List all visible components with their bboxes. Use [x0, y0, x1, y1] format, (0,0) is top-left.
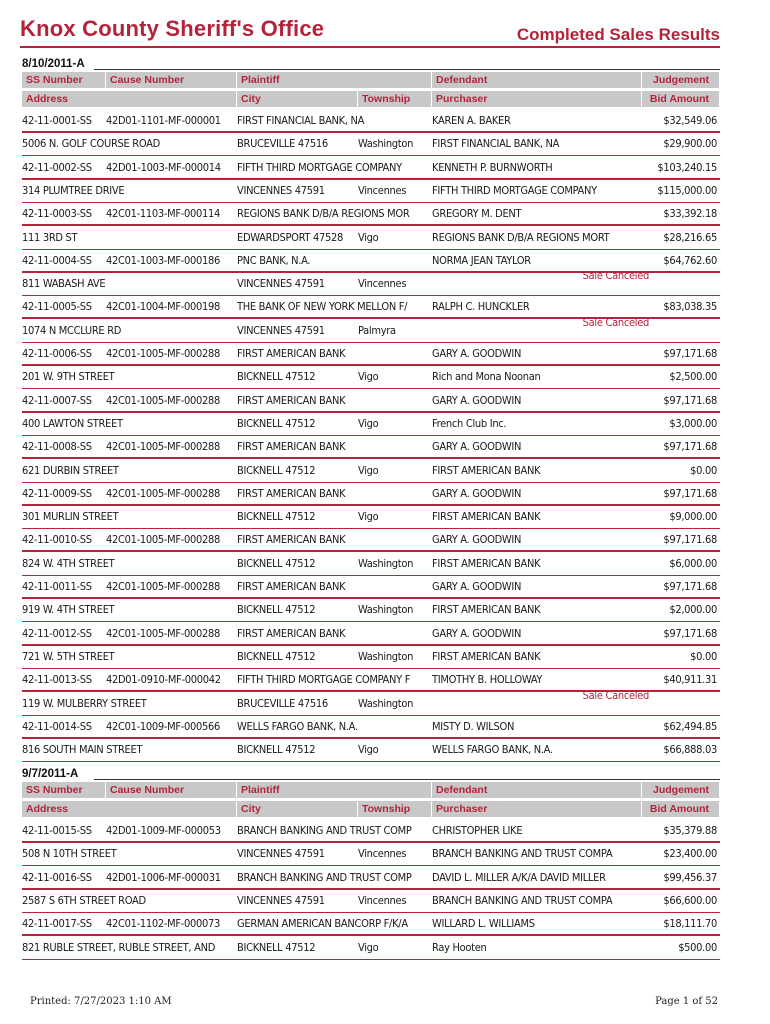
- record-row-primary: [22, 623, 720, 646]
- city: BRUCEVILLE 47516: [237, 696, 328, 710]
- ss-number: 42-11-0005-SS: [22, 300, 92, 314]
- hdr-judgement: Judgement: [642, 72, 720, 88]
- property-address: 400 LAWTON STREET: [22, 416, 123, 430]
- defendant: GARY A. GOODWIN: [432, 486, 522, 500]
- record-row-primary: [22, 716, 720, 739]
- bid-amount: $500.00: [678, 940, 717, 954]
- ss-number: 42-11-0014-SS: [22, 719, 92, 733]
- defendant: KENNETH P. BURNWORTH: [432, 160, 553, 174]
- cause-number: 42D01-0910-MF-000042: [106, 673, 221, 687]
- plaintiff: FIRST AMERICAN BANK: [237, 580, 346, 593]
- purchaser: FIRST AMERICAN BANK: [432, 603, 541, 617]
- township: Vincennes: [358, 277, 407, 291]
- plaintiff: BRANCH BANKING AND TRUST COMP: [237, 824, 412, 837]
- cause-number: 42C01-1103-MF-000114: [106, 207, 220, 221]
- judgement-amount: $35,379.88: [663, 824, 717, 837]
- record-row-primary: [22, 343, 720, 366]
- cause-number: 42C01-1005-MF-000288: [106, 393, 220, 407]
- ss-number: 42-11-0010-SS: [22, 533, 92, 547]
- ss-number: 42-11-0002-SS: [22, 160, 92, 174]
- judgement-amount: $83,038.35: [663, 300, 717, 314]
- purchaser: FIRST AMERICAN BANK: [432, 463, 541, 477]
- property-address: 816 SOUTH MAIN STREET: [22, 743, 143, 757]
- cause-number: 42D01-1101-MF-000001: [106, 114, 221, 127]
- ss-number: 42-11-0006-SS: [22, 347, 92, 360]
- hdr-defendant: Defendant: [432, 72, 642, 88]
- hdr-address: Address: [22, 801, 237, 817]
- hdr-township: Township: [358, 91, 432, 107]
- bid-amount: $2,000.00: [669, 603, 717, 617]
- township: Palmyra: [358, 323, 396, 337]
- bid-amount: $0.00: [690, 463, 717, 477]
- township: Vigo: [358, 743, 379, 757]
- purchaser: Ray Hooten: [432, 940, 487, 954]
- township: Vincennes: [358, 893, 407, 907]
- property-address: 301 MURLIN STREET: [22, 510, 119, 524]
- ss-number: 42-11-0004-SS: [22, 253, 92, 267]
- township: Vincennes: [358, 183, 407, 197]
- township: Vigo: [358, 463, 379, 477]
- purchaser: BRANCH BANKING AND TRUST COMPA: [432, 847, 613, 861]
- bid-amount: $29,900.00: [663, 137, 717, 151]
- purchaser: French Club Inc.: [432, 416, 507, 430]
- city: EDWARDSPORT 47528: [237, 230, 343, 244]
- sale-date-label: 9/7/2011-A: [22, 768, 79, 780]
- record-row-secondary: [22, 227, 720, 250]
- hdr-cause-number: Cause Number: [106, 72, 237, 88]
- ss-number: 42-11-0015-SS: [22, 824, 92, 837]
- record-row-primary: [22, 529, 720, 552]
- purchaser: WELLS FARGO BANK, N.A.: [432, 743, 553, 757]
- city: BICKNELL 47512: [237, 463, 316, 477]
- judgement-amount: $97,171.68: [663, 533, 717, 547]
- plaintiff: BRANCH BANKING AND TRUST COMP: [237, 870, 412, 884]
- ss-number: 42-11-0001-SS: [22, 114, 92, 127]
- plaintiff: FIRST AMERICAN BANK: [237, 440, 346, 454]
- judgement-amount: $62,494.85: [663, 719, 717, 733]
- hdr-defendant: Defendant: [432, 782, 642, 798]
- cause-number: 42C01-1005-MF-000288: [106, 347, 220, 360]
- purchaser: FIRST AMERICAN BANK: [432, 649, 541, 663]
- hdr-plaintiff: Plaintiff: [237, 782, 432, 798]
- record-row-secondary: [22, 180, 720, 203]
- bid-amount: $115,000.00: [657, 183, 717, 197]
- township: Washington: [358, 556, 414, 570]
- plaintiff: FIRST AMERICAN BANK: [237, 393, 346, 407]
- plaintiff: FIFTH THIRD MORTGAGE COMPANY F: [237, 673, 411, 687]
- ss-number: 42-11-0007-SS: [22, 393, 92, 407]
- record-row-secondary: [22, 688, 720, 716]
- plaintiff: REGIONS BANK D/B/A REGIONS MOR: [237, 207, 410, 221]
- page-number: Page 1 of 52: [655, 996, 718, 1007]
- judgement-amount: $97,171.68: [663, 580, 717, 593]
- property-address: 111 3RD ST: [22, 230, 78, 244]
- judgement-amount: $32,549.06: [663, 114, 717, 127]
- hdr-township: Township: [358, 801, 432, 817]
- record-row-primary: [22, 436, 720, 459]
- defendant: GARY A. GOODWIN: [432, 347, 522, 360]
- city: BICKNELL 47512: [237, 556, 316, 570]
- hdr-ss-number: SS Number: [22, 72, 106, 88]
- property-address: 201 W. 9TH STREET: [22, 370, 115, 384]
- city: VINCENNES 47591: [237, 183, 325, 197]
- purchaser: Rich and Mona Noonan: [432, 370, 541, 384]
- property-address: 314 PLUMTREE DRIVE: [22, 183, 125, 197]
- sale-section: [22, 768, 720, 954]
- record-row-primary: [22, 576, 720, 599]
- city: BICKNELL 47512: [237, 743, 316, 757]
- sale-date-label: 8/10/2011-A: [22, 58, 85, 70]
- property-address: 824 W. 4TH STREET: [22, 556, 115, 570]
- city: BRUCEVILLE 47516: [237, 137, 328, 151]
- defendant: WILLARD L. WILLIAMS: [432, 917, 535, 931]
- judgement-amount: $40,911.31: [663, 673, 717, 687]
- property-address: 811 WABASH AVE: [22, 277, 106, 291]
- row-divider: [22, 761, 720, 762]
- plaintiff: WELLS FARGO BANK, N.A.: [237, 719, 358, 733]
- sale-canceled-status: Sale Canceled: [582, 688, 649, 702]
- cause-number: 42C01-1005-MF-000288: [106, 626, 220, 640]
- sale-section: [22, 58, 720, 757]
- judgement-amount: $97,171.68: [663, 393, 717, 407]
- cause-number: 42C01-1102-MF-000073: [106, 917, 220, 931]
- plaintiff: GERMAN AMERICAN BANCORP F/K/A: [237, 917, 408, 931]
- printed-date: Printed: 7/27/2023 1:10 AM: [30, 996, 172, 1007]
- plaintiff: FIRST AMERICAN BANK: [237, 626, 346, 640]
- cause-number: 42C01-1004-MF-000198: [106, 300, 220, 314]
- judgement-amount: $97,171.68: [663, 440, 717, 454]
- hdr-address: Address: [22, 91, 237, 107]
- city: VINCENNES 47591: [237, 847, 325, 861]
- hdr-cause-number: Cause Number: [106, 782, 237, 798]
- plaintiff: THE BANK OF NEW YORK MELLON F/: [237, 300, 408, 314]
- hdr-plaintiff: Plaintiff: [237, 72, 432, 88]
- property-address: 621 DURBIN STREET: [22, 463, 119, 477]
- property-address: 119 W. MULBERRY STREET: [22, 696, 147, 710]
- sale-canceled-status: Sale Canceled: [582, 315, 649, 329]
- cause-number: 42C01-1009-MF-000566: [106, 719, 220, 733]
- record-row-primary: [22, 913, 720, 936]
- property-address: 2587 S 6TH STREET ROAD: [22, 893, 146, 907]
- property-address: 821 RUBLE STREET, RUBLE STREET, AND: [22, 940, 216, 954]
- record-row-secondary: [22, 553, 720, 576]
- judgement-amount: $97,171.68: [663, 347, 717, 360]
- cause-number: 42C01-1005-MF-000288: [106, 580, 220, 593]
- township: Vigo: [358, 510, 379, 524]
- sale-date-rule: [94, 779, 720, 780]
- township: Washington: [358, 649, 414, 663]
- plaintiff: FIFTH THIRD MORTGAGE COMPANY: [237, 160, 402, 174]
- judgement-amount: $97,171.68: [663, 626, 717, 640]
- defendant: DAVID L. MILLER A/K/A DAVID MILLER: [432, 870, 606, 884]
- row-divider: [22, 959, 720, 960]
- defendant: GARY A. GOODWIN: [432, 580, 522, 593]
- bid-amount: $2,500.00: [669, 370, 717, 384]
- ss-number: 42-11-0013-SS: [22, 673, 92, 687]
- record-row-primary: [22, 483, 720, 506]
- record-row-secondary: [22, 646, 720, 669]
- hdr-city: City: [237, 91, 358, 107]
- record-row-primary: [22, 867, 720, 890]
- plaintiff: FIRST FINANCIAL BANK, NA: [237, 114, 365, 127]
- defendant: GARY A. GOODWIN: [432, 393, 522, 407]
- record-row-secondary: [22, 133, 720, 156]
- hdr-judgement: Judgement: [642, 782, 720, 798]
- property-address: 721 W. 5TH STREET: [22, 649, 115, 663]
- record-row-secondary: [22, 739, 720, 762]
- plaintiff: PNC BANK, N.A.: [237, 253, 311, 267]
- judgement-amount: $64,762.60: [663, 253, 717, 267]
- ss-number: 42-11-0011-SS: [22, 580, 92, 593]
- ss-number: 42-11-0008-SS: [22, 440, 92, 454]
- bid-amount: $66,600.00: [663, 893, 717, 907]
- record-row-secondary: [22, 599, 720, 622]
- bid-amount: $28,216.65: [663, 230, 717, 244]
- plaintiff: FIRST AMERICAN BANK: [237, 347, 346, 360]
- hdr-bid-amount: Bid Amount: [642, 801, 720, 817]
- defendant: RALPH C. HUNCKLER: [432, 300, 530, 314]
- record-row-secondary: [22, 460, 720, 483]
- defendant: NORMA JEAN TAYLOR: [432, 253, 531, 267]
- judgement-amount: $103,240.15: [657, 160, 717, 174]
- defendant: GARY A. GOODWIN: [432, 440, 522, 454]
- record-row-primary: [22, 203, 720, 226]
- hdr-bid-amount: Bid Amount: [642, 91, 720, 107]
- bid-amount: $9,000.00: [669, 510, 717, 524]
- record-row-secondary: [22, 506, 720, 529]
- report-subtitle: Completed Sales Results: [516, 25, 720, 44]
- record-row-primary: [22, 390, 720, 413]
- purchaser: FIFTH THIRD MORTGAGE COMPANY: [432, 183, 597, 197]
- ss-number: 42-11-0017-SS: [22, 917, 92, 931]
- cause-number: 42C01-1005-MF-000288: [106, 533, 220, 547]
- township: Vincennes: [358, 847, 407, 861]
- city: BICKNELL 47512: [237, 510, 316, 524]
- defendant: GARY A. GOODWIN: [432, 533, 522, 547]
- sale-canceled-status: Sale Canceled: [582, 269, 649, 283]
- hdr-purchaser: Purchaser: [432, 801, 642, 817]
- purchaser: FIRST FINANCIAL BANK, NA: [432, 137, 560, 151]
- plaintiff: FIRST AMERICAN BANK: [237, 486, 346, 500]
- cause-number: 42C01-1005-MF-000288: [106, 486, 220, 500]
- township: Vigo: [358, 370, 379, 384]
- sale-date-rule: [94, 69, 720, 70]
- ss-number: 42-11-0016-SS: [22, 870, 92, 884]
- city: BICKNELL 47512: [237, 603, 316, 617]
- cause-number: 42C01-1005-MF-000288: [106, 440, 220, 454]
- property-address: 919 W. 4TH STREET: [22, 603, 115, 617]
- city: BICKNELL 47512: [237, 416, 316, 430]
- judgement-amount: $97,171.68: [663, 486, 717, 500]
- record-row-secondary: [22, 269, 720, 296]
- ss-number: 42-11-0003-SS: [22, 207, 92, 221]
- record-row-secondary: [22, 315, 720, 343]
- city: VINCENNES 47591: [237, 277, 325, 291]
- defendant: GREGORY M. DENT: [432, 207, 522, 221]
- ss-number: 42-11-0009-SS: [22, 486, 92, 500]
- bid-amount: $0.00: [690, 649, 717, 663]
- bid-amount: $6,000.00: [669, 556, 717, 570]
- cause-number: 42D01-1009-MF-000053: [106, 824, 221, 837]
- record-row-primary: [22, 110, 720, 133]
- purchaser: REGIONS BANK D/B/A REGIONS MORT: [432, 230, 610, 244]
- plaintiff: FIRST AMERICAN BANK: [237, 533, 346, 547]
- city: BICKNELL 47512: [237, 370, 316, 384]
- city: BICKNELL 47512: [237, 940, 316, 954]
- township: Washington: [358, 696, 414, 710]
- cause-number: 42C01-1003-MF-000186: [106, 253, 220, 267]
- township: Washington: [358, 603, 414, 617]
- defendant: MISTY D. WILSON: [432, 719, 515, 733]
- judgement-amount: $33,392.18: [663, 207, 717, 221]
- bid-amount: $23,400.00: [663, 847, 717, 861]
- ss-number: 42-11-0012-SS: [22, 626, 92, 640]
- record-row-secondary: [22, 843, 720, 866]
- defendant: KAREN A. BAKER: [432, 114, 511, 127]
- property-address: 508 N 10TH STREET: [22, 847, 117, 861]
- purchaser: FIRST AMERICAN BANK: [432, 556, 541, 570]
- defendant: TIMOTHY B. HOLLOWAY: [432, 673, 543, 687]
- title-rule: [20, 46, 720, 48]
- record-row-primary: [22, 157, 720, 180]
- record-row-secondary: [22, 937, 720, 960]
- township: Vigo: [358, 230, 379, 244]
- township: Vigo: [358, 940, 379, 954]
- city: BICKNELL 47512: [237, 649, 316, 663]
- record-row-primary: [22, 820, 720, 843]
- record-row-secondary: [22, 413, 720, 436]
- purchaser: FIRST AMERICAN BANK: [432, 510, 541, 524]
- bid-amount: $66,888.03: [663, 743, 717, 757]
- hdr-ss-number: SS Number: [22, 782, 106, 798]
- city: VINCENNES 47591: [237, 893, 325, 907]
- judgement-amount: $99,456.37: [663, 870, 717, 884]
- hdr-purchaser: Purchaser: [432, 91, 642, 107]
- city: VINCENNES 47591: [237, 323, 325, 337]
- township: Washington: [358, 137, 414, 151]
- record-row-secondary: [22, 366, 720, 389]
- property-address: 5006 N. GOLF COURSE ROAD: [22, 137, 160, 151]
- hdr-city: City: [237, 801, 358, 817]
- defendant: CHRISTOPHER LIKE: [432, 824, 523, 837]
- property-address: 1074 N MCCLURE RD: [22, 323, 122, 337]
- cause-number: 42D01-1003-MF-000014: [106, 160, 221, 174]
- purchaser: BRANCH BANKING AND TRUST COMPA: [432, 893, 613, 907]
- report-title: Knox County Sheriff's Office: [20, 16, 325, 41]
- bid-amount: $3,000.00: [669, 416, 717, 430]
- defendant: GARY A. GOODWIN: [432, 626, 522, 640]
- township: Vigo: [358, 416, 379, 430]
- judgement-amount: $18,111.70: [663, 917, 717, 931]
- cause-number: 42D01-1006-MF-000031: [106, 870, 221, 884]
- record-row-secondary: [22, 890, 720, 913]
